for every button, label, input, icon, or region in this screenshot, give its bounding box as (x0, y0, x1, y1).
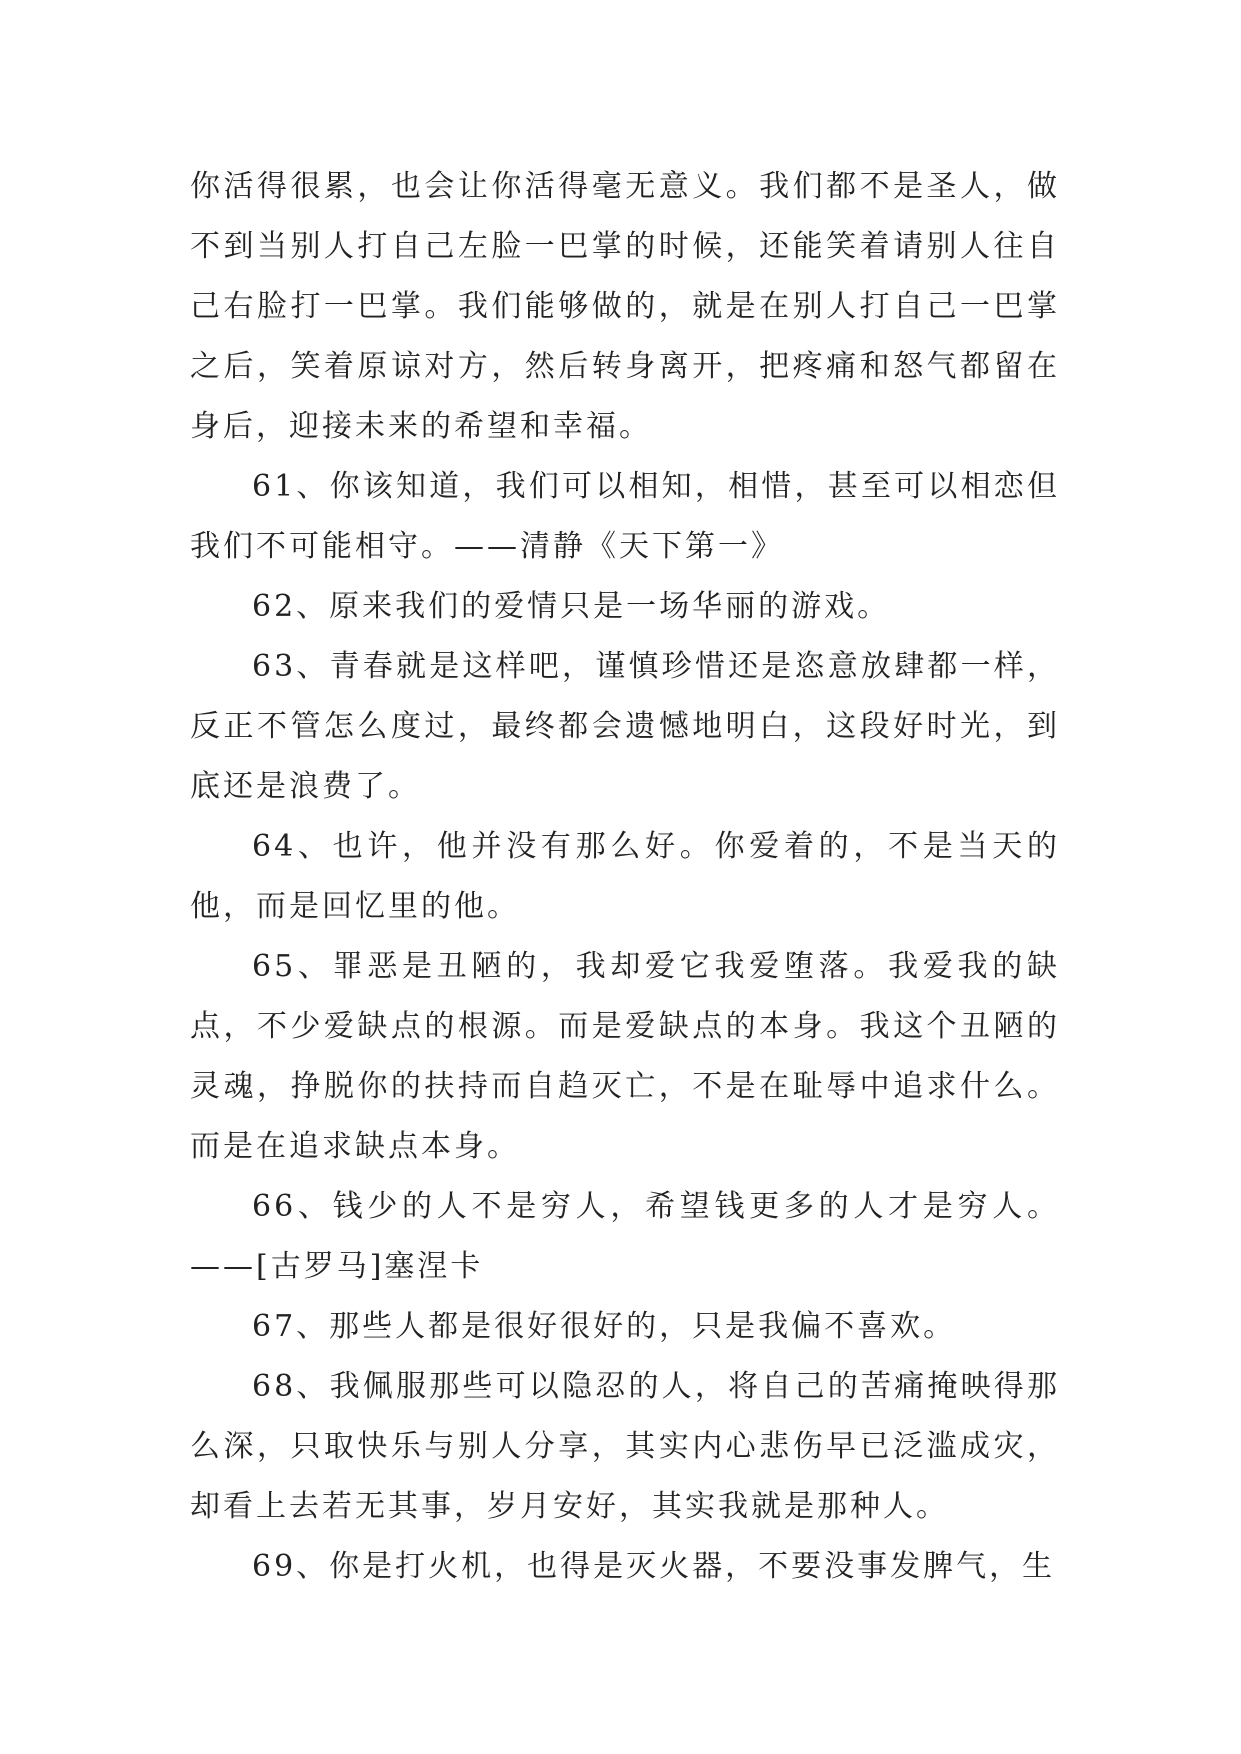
paragraph-67: 67、那些人都是很好很好的，只是我偏不喜欢。 (252, 1309, 957, 1344)
paragraph-69: 69、你是打火机，也得是灭火器，不要没事发脾气，生 (252, 1549, 1056, 1584)
paragraph-63: 63、青春就是这样吧，谨慎珍惜还是恣意放肆都一样，反正不管怎么度过，最终都会遗憾地明白，这段好时光，到底还是浪费了。 (190, 649, 1060, 804)
paragraph-66: 66、钱少的人不是穷人，希望钱更多的人才是穷人。——[古罗马]塞涅卡 (190, 1189, 1060, 1284)
paragraph-64: 64、也许，他并没有那么好。你爱着的，不是当天的他，而是回忆里的他。 (190, 829, 1060, 924)
paragraph-65: 65、罪恶是丑陋的，我却爱它我爱堕落。我爱我的缺点，不少爱缺点的根源。而是爱缺点的本身。我这个丑陋的灵魂，挣脱你的扶持而自趋灭亡，不是在耻辱中追求什么。而是在追求缺点本身。 (190, 949, 1060, 1164)
paragraph-61: 61、你该知道，我们可以相知，相惜，甚至可以相恋但我们不可能相守。——清静《天下第一》 (190, 469, 1060, 564)
paragraph-68: 68、我佩服那些可以隐忍的人，将自己的苦痛掩映得那么深，只取快乐与别人分享，其实内心悲伤早已泛滥成灾，却看上去若无其事，岁月安好，其实我就是那种人。 (190, 1369, 1060, 1524)
document-page (190, 157, 1060, 1597)
paragraph-62: 62、原来我们的爱情只是一场华丽的游戏。 (252, 589, 891, 624)
paragraph-continuation: 你活得很累，也会让你活得毫无意义。我们都不是圣人，做不到当别人打自己左脸一巴掌的时候，还能笑着请别人往自己右脸打一巴掌。我们能够做的，就是在别人打自己一巴掌之后，笑着原谅对方，然后转身离开，把疼痛和怒气都留在身后，迎接未来的希望和幸福。 (190, 169, 1060, 444)
